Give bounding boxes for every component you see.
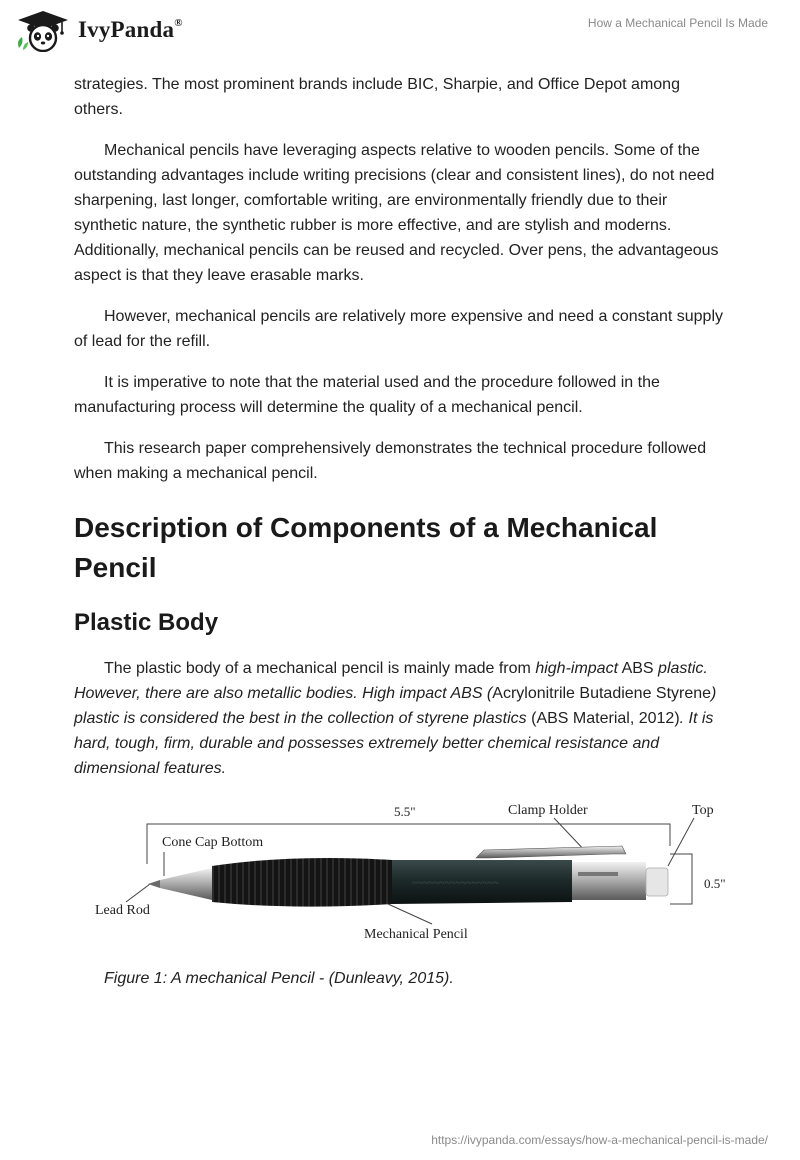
lead-rod-label: Lead Rod [95, 903, 150, 918]
cone-cap [160, 868, 212, 900]
pencil-illustration [148, 846, 668, 907]
paragraph-advantages: Mechanical pencils have leveraging aspects relative to wooden pencils. Some of the outstanding advantages include writing precisions (clear and consistent lines), do not need sharpening, last longer, comfortable writing, are environmentally friendly due to their synthetic nature, the synthetic rubber is more effective, and are stylish and moderns. Additionally, mechanical pencils can be reused and recycled. Over pens, the advantageous aspect is that they leave erasable marks. [74, 142, 719, 284]
paragraph-brands: strategies. The most prominent brands include BIC, Sharpie, and Office Depot among others. [74, 76, 680, 118]
section-heading: Description of Components of a Mechanical Pencil [74, 512, 658, 583]
brand-name: IvyPanda® [78, 17, 183, 42]
paragraph-plastic-body: The plastic body of a mechanical pencil is mainly made from high-impact ABS plastic. However, there are also metallic bodies. High impact ABS (Acrylonitrile Butadiene Styrene) plastic is considered the best in the collection of styrene plastics (ABS Material, 2012). It is hard, tough, firm, durable and possesses extremely better chemical resistance and dimensional features. [74, 660, 717, 777]
cone-cap-bottom-label: Cone Cap Bottom [162, 835, 264, 850]
mechanical-pencil-pointer [388, 904, 432, 924]
paragraph-purpose: This research paper comprehensively demonstrates the technical procedure followed when making a mechanical pencil. [74, 440, 707, 482]
lead-rod-pointer [126, 884, 150, 902]
eraser [646, 868, 668, 896]
subsection-heading: Plastic Body [74, 609, 219, 636]
barrel-print: ~~~~~~~~~~~~~~~~ [412, 878, 499, 889]
lead-tip [148, 880, 160, 888]
grip-section [212, 858, 392, 907]
diameter-label: 0.5" [704, 876, 726, 891]
article-body [74, 72, 726, 797]
clamp-holder-label: Clamp Holder [508, 803, 588, 818]
metal-band [572, 862, 646, 900]
panda-icon [14, 8, 72, 52]
page-header [0, 0, 800, 66]
document-title: How a Mechanical Pencil Is Made [587, 16, 768, 30]
mechanical-pencil-figure [92, 796, 740, 946]
source-url[interactable]: https://ivypanda.com/essays/how-a-mechanical-pencil-is-made/ [431, 1133, 768, 1147]
length-label: 5.5" [394, 804, 416, 819]
mechanical-pencil-label: Mechanical Pencil [364, 927, 468, 942]
paragraph-disadvantages: However, mechanical pencils are relatively more expensive and need a constant supply of lead for the refill. [74, 308, 724, 350]
diameter-dimension [670, 854, 692, 904]
top-label: Top [692, 803, 714, 818]
paragraph-quality: It is imperative to note that the material used and the procedure followed in the manufacturing process will determine the quality of a mechanical pencil. [74, 374, 660, 416]
top-pointer [668, 818, 694, 866]
ivypanda-logo[interactable] [14, 8, 183, 52]
figure-caption: Figure 1: A mechanical Pencil - (Dunleavy, 2015). [104, 970, 454, 987]
clip [476, 846, 626, 858]
